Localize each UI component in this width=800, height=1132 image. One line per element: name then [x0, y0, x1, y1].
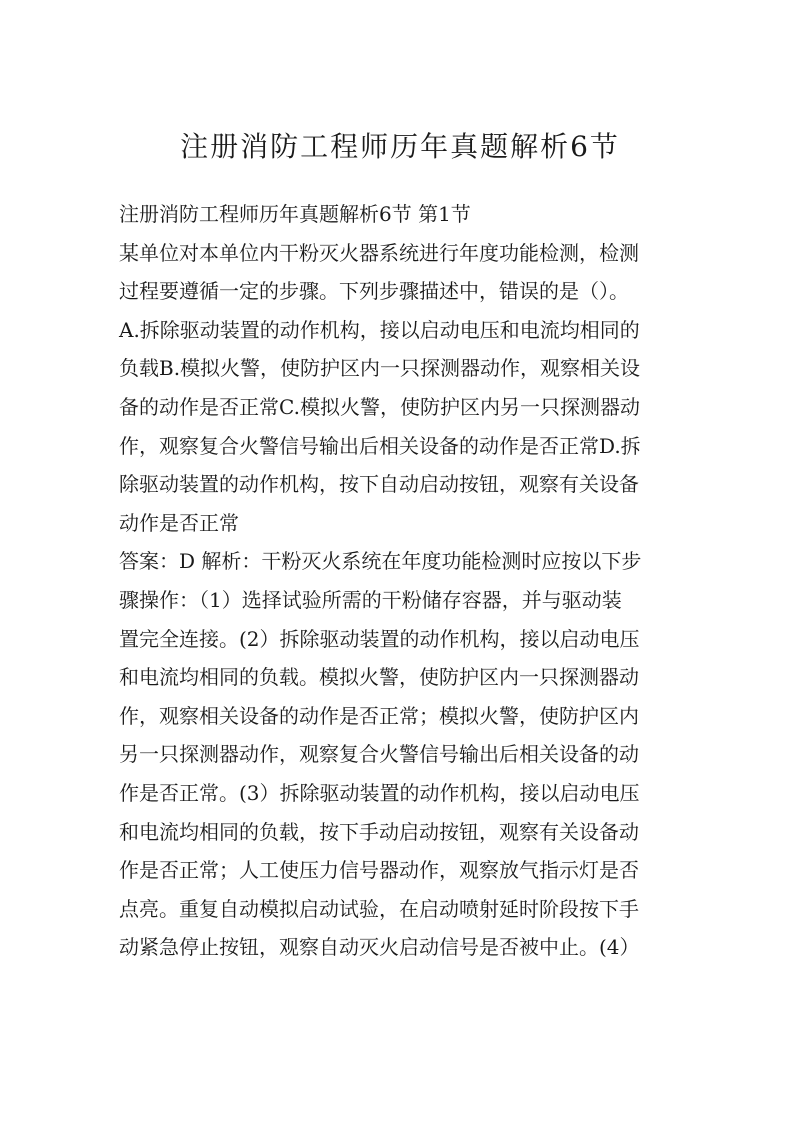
document-body — [119, 195, 689, 967]
answer-line: 作是否正常。(3）拆除驱动装置的动作机构，接以启动电压 — [119, 780, 640, 805]
option-line: 备的动作是否正常C.模拟火警，使防护区内另一只探测器动 — [119, 394, 640, 419]
document-title: 注册消防工程师历年真题解析6节 — [180, 130, 620, 163]
answer-line: 答案：D 解析：干粉灭火系统在年度功能检测时应按以下步 — [119, 549, 642, 574]
answer-line: 置完全连接。(2）拆除驱动装置的动作机构，接以启动电压 — [119, 626, 640, 651]
answer-line: 和电流均相同的负载，按下手动启动按钮，观察有关设备动 — [119, 819, 639, 844]
answer-line: 骤操作：（1）选择试验所需的干粉储存容器，并与驱动装 — [119, 587, 622, 612]
section-heading-paragraph — [119, 195, 689, 234]
option-line: A.拆除驱动装置的动作机构，接以启动电压和电流均相同的 — [119, 317, 640, 342]
option-line: 负载B.模拟火警，使防护区内一只探测器动作，观察相关设 — [119, 356, 641, 381]
question-paragraph — [119, 234, 689, 311]
section-heading: 注册消防工程师历年真题解析6节 第1节 — [119, 202, 471, 226]
question-line: 某单位对本单位内干粉灭火器系统进行年度功能检测，检测 — [119, 240, 639, 265]
option-line: 动作是否正常 — [119, 510, 239, 535]
answer-line: 另一只探测器动作，观察复合火警信号输出后相关设备的动 — [119, 742, 639, 767]
answer-line: 点亮。重复自动模拟启动试验，在启动喷射延时阶段按下手 — [119, 896, 639, 921]
option-line: 作，观察复合火警信号输出后相关设备的动作是否正常D.拆 — [119, 433, 641, 458]
options-paragraph — [119, 311, 689, 543]
answer-line: 动紧急停止按钮，观察自动灭火启动信号是否被中止。(4） — [119, 935, 640, 960]
question-line: 过程要遵循一定的步骤。下列步骤描述中，错误的是（）。 — [119, 279, 629, 304]
answer-line: 作是否正常；人工使压力信号器动作，观察放气指示灯是否 — [119, 858, 639, 883]
option-line: 除驱动装置的动作机构，按下自动启动按钮，观察有关设备 — [119, 472, 639, 497]
answer-line: 作，观察相关设备的动作是否正常；模拟火警，使防护区内 — [119, 703, 639, 728]
answer-line: 和电流均相同的负载。模拟火警，使防护区内一只探测器动 — [119, 665, 639, 690]
answer-paragraph — [119, 542, 689, 967]
